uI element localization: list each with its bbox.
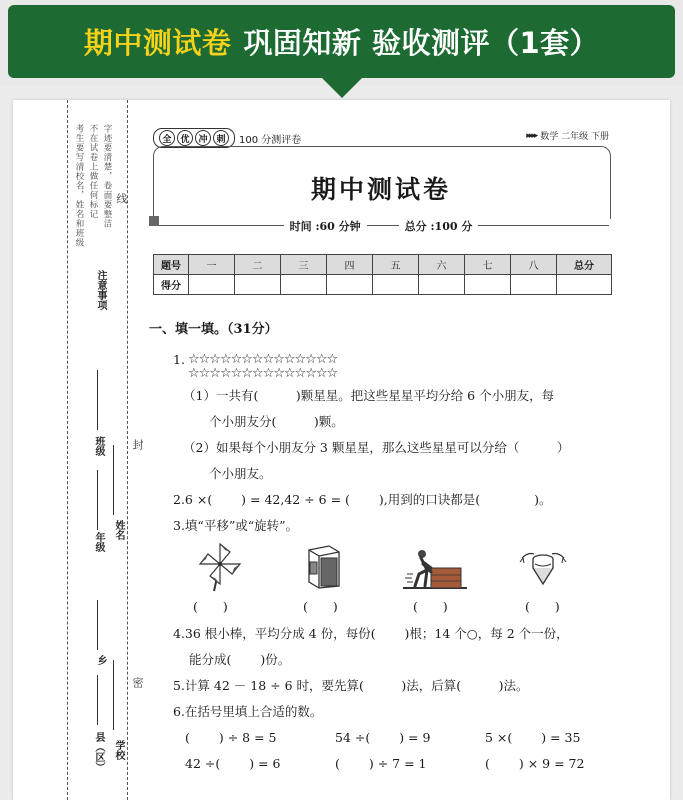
exam-time: 时间 :60 分钟 xyxy=(284,218,367,234)
q6-item-6: ( ) × 9 = 72 xyxy=(485,756,585,771)
col-5: 五 xyxy=(373,255,419,275)
name-label: 姓名 xyxy=(113,520,124,540)
paper-header xyxy=(153,128,609,233)
subject-info xyxy=(526,129,609,142)
col-7: 七 xyxy=(465,255,511,275)
grade-field-line xyxy=(97,470,98,530)
subject-text: 数学 二年级 下册 xyxy=(540,132,609,142)
seal-char: 封 xyxy=(129,436,145,453)
brand-area xyxy=(153,128,301,148)
school-label: 学校 xyxy=(113,740,124,760)
q4-line1: 4.36 根小棒，平均分成 4 份，每份( )根；14 个○，每 2 个一份， xyxy=(173,626,569,641)
school-field-line xyxy=(113,660,114,730)
cut-line-char: 线 xyxy=(113,190,129,207)
exam-meta xyxy=(153,218,609,234)
q3-blank-4[interactable]: ( ) xyxy=(525,599,560,614)
name-field-line xyxy=(113,445,114,515)
q6-item-4: 42 ÷( ) = 6 xyxy=(185,756,281,771)
score-cell[interactable] xyxy=(373,275,419,295)
banner-rest: 巩固知新 验收测评（1套） xyxy=(243,26,600,60)
brand-char-4: 刺 xyxy=(213,130,229,146)
exam-total: 总分 :100 分 xyxy=(399,218,479,234)
star-row-2: ☆☆☆☆☆☆☆☆☆☆☆☆☆☆ xyxy=(188,366,338,381)
score-cell[interactable] xyxy=(327,275,373,295)
col-3: 三 xyxy=(281,255,327,275)
col-8: 八 xyxy=(511,255,557,275)
cut-line xyxy=(127,100,128,800)
county-label: 县（区） xyxy=(93,732,104,772)
exam-paper xyxy=(13,100,670,800)
score-table xyxy=(153,254,612,295)
star-row-1: ☆☆☆☆☆☆☆☆☆☆☆☆☆☆ xyxy=(188,352,338,367)
q6-item-1: ( ) ÷ 8 = 5 xyxy=(185,730,277,745)
q5: 5.计算 42 － 18 ÷ 6 时，要先算( )法，后算( )法。 xyxy=(173,678,529,693)
q6-item-3: 5 ×( ) = 35 xyxy=(485,730,581,745)
q4-line2: 能分成( )份。 xyxy=(189,652,291,667)
q3-blank-3[interactable]: ( ) xyxy=(413,599,448,614)
binding-strip xyxy=(13,100,144,800)
score-cell[interactable] xyxy=(419,275,465,295)
township-label: 乡 xyxy=(95,655,106,665)
q1-part1-line2: 个小朋友分( )颗。 xyxy=(209,414,344,429)
banner-highlight: 期中测试卷 xyxy=(83,26,232,60)
banner-text xyxy=(8,5,675,78)
score-cell[interactable] xyxy=(281,275,327,295)
box-drawer-icon xyxy=(303,544,343,590)
col-2: 二 xyxy=(235,255,281,275)
notes-line-1: 考生要写清校名，姓名和班级 xyxy=(74,124,84,248)
q6: 6.在括号里填上合适的数。 xyxy=(173,704,323,719)
class-label: 班级 xyxy=(93,436,104,456)
q3: 3.填“平移”或“旋转”。 xyxy=(173,518,298,533)
total-score-cell[interactable] xyxy=(557,275,612,295)
pinwheel-icon xyxy=(198,542,242,592)
q3-blank-1[interactable]: ( ) xyxy=(193,599,228,614)
section-title: 一、填一填。（31分） xyxy=(149,322,278,337)
col-1: 一 xyxy=(189,255,235,275)
score-table-header-row xyxy=(154,255,612,275)
notes-divider xyxy=(67,100,68,800)
q6-item-2: 54 ÷( ) = 9 xyxy=(335,730,431,745)
q1-part1-line1: （1）一共有( )颗星星。把这些星星平均分给 6 个小朋友，每 xyxy=(183,388,555,403)
col-6: 六 xyxy=(419,255,465,275)
score-cell[interactable] xyxy=(235,275,281,295)
brand-suffix: 100 分测评卷 xyxy=(239,134,302,146)
spinning-top-icon xyxy=(518,550,568,586)
col-4: 四 xyxy=(327,255,373,275)
q1-part2-line1: （2）如果每个小朋友分 3 颗星星，那么这些星星可以分给（ ） xyxy=(183,440,570,455)
banner-box xyxy=(8,5,675,78)
total-label: 总分 xyxy=(557,255,612,275)
score-cell[interactable] xyxy=(511,275,557,295)
q6-item-5: ( ) ÷ 7 = 1 xyxy=(335,756,427,771)
pushing-box-icon xyxy=(403,540,467,592)
title-banner xyxy=(0,0,683,86)
q1-number: 1. xyxy=(173,352,185,367)
brand-char-2: 优 xyxy=(177,130,193,146)
township-field-line-2 xyxy=(97,675,98,725)
score-cell[interactable] xyxy=(189,275,235,295)
q1-part2-line2: 个小朋友。 xyxy=(209,466,272,481)
q2: 2.6 ×( ) = 42,42 ÷ 6 = ( ),用到的口诀都是( )。 xyxy=(173,492,552,507)
banner-pointer xyxy=(320,76,364,98)
notes-line-3: 字迹要清楚，卷面要整洁 xyxy=(102,124,112,229)
brand-char-1: 全 xyxy=(159,130,175,146)
page-title: 期中测试卷 xyxy=(310,175,451,204)
score-label: 得分 xyxy=(154,275,189,295)
arrow-decoration-icon: ▸▸▸▸ xyxy=(526,130,537,141)
score-row xyxy=(154,275,612,295)
grade-label: 年级 xyxy=(93,532,104,552)
township-field-line xyxy=(97,600,98,650)
brand-badge xyxy=(153,128,235,148)
q3-blank-2[interactable]: ( ) xyxy=(303,599,338,614)
notes-line-2: 不在试卷上做任何标记 xyxy=(88,124,98,219)
notes-label: 注意事项 xyxy=(95,270,106,310)
question-no-label: 题号 xyxy=(154,255,189,275)
brand-char-3: 冲 xyxy=(195,130,211,146)
score-cell[interactable] xyxy=(465,275,511,295)
mi-char: 密 xyxy=(129,674,145,691)
class-field-line xyxy=(97,370,98,430)
